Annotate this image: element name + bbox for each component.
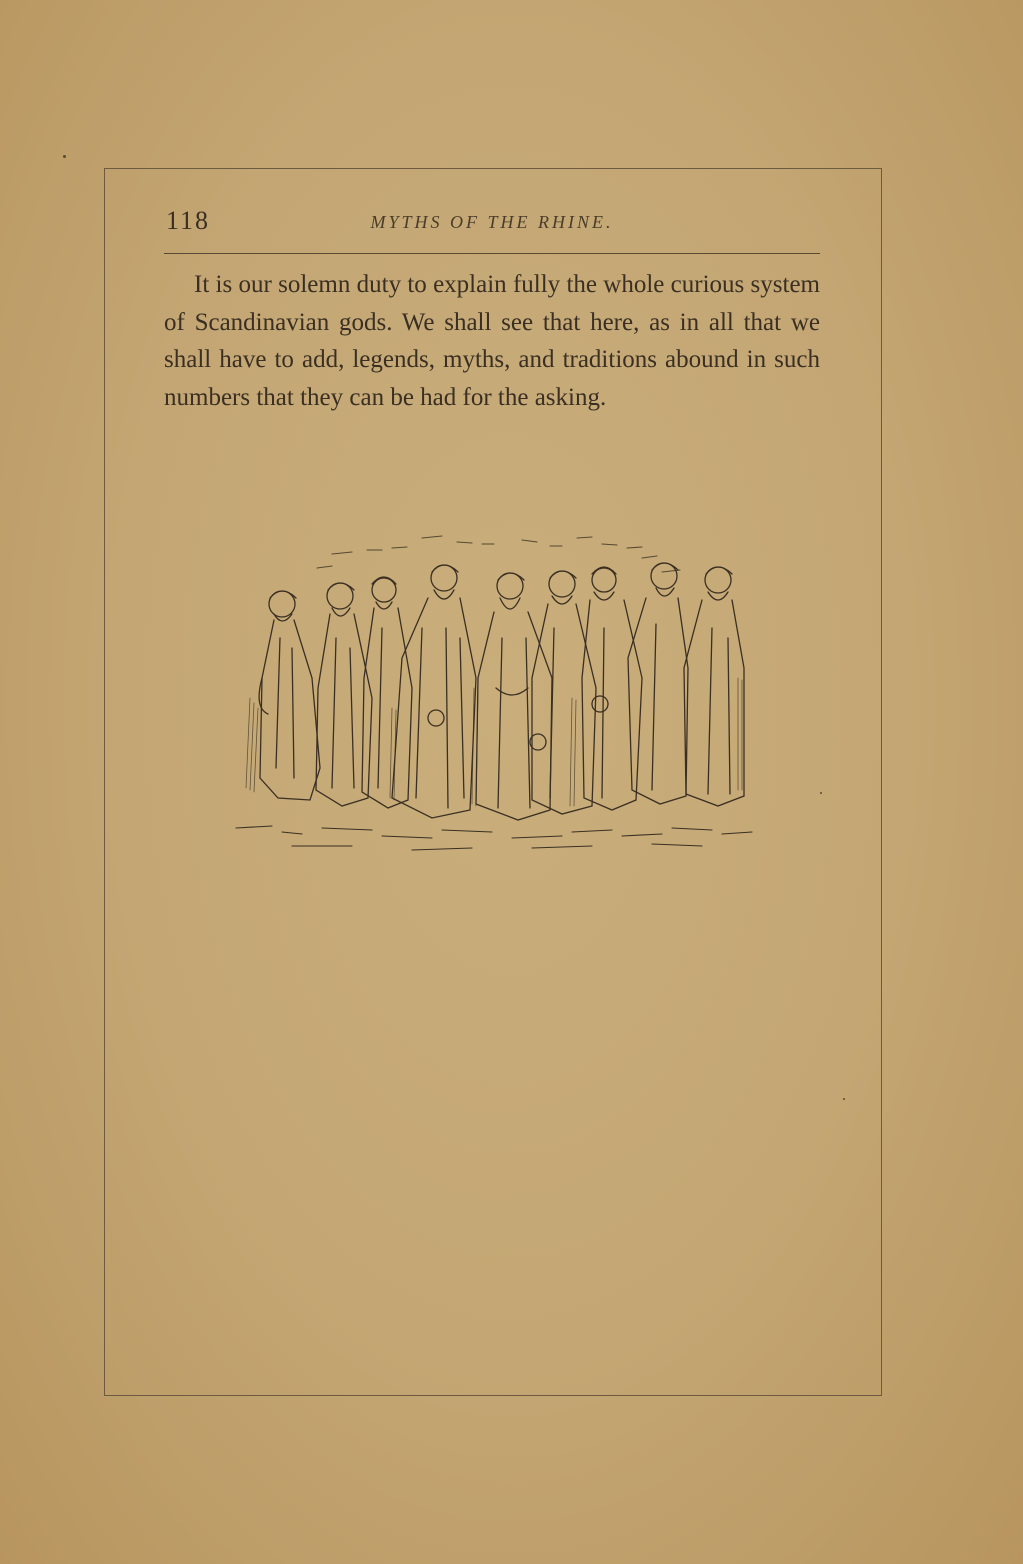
body-paragraph: It is our solemn duty to explain fully the whole curious system of Scandinavian gods. We shall see that here, as in all that we shall have to add, legends, myths, and traditions abound in such numbers that they can be had for the asking. xyxy=(164,271,820,411)
header-rule xyxy=(164,253,820,254)
page-number: 118 xyxy=(166,206,211,235)
paper-speck xyxy=(63,155,66,158)
engraving-robed-figures-icon xyxy=(232,528,758,856)
running-title: MYTHS OF THE RHINE. xyxy=(370,212,614,232)
page-header xyxy=(164,204,820,252)
body-text xyxy=(164,266,820,416)
